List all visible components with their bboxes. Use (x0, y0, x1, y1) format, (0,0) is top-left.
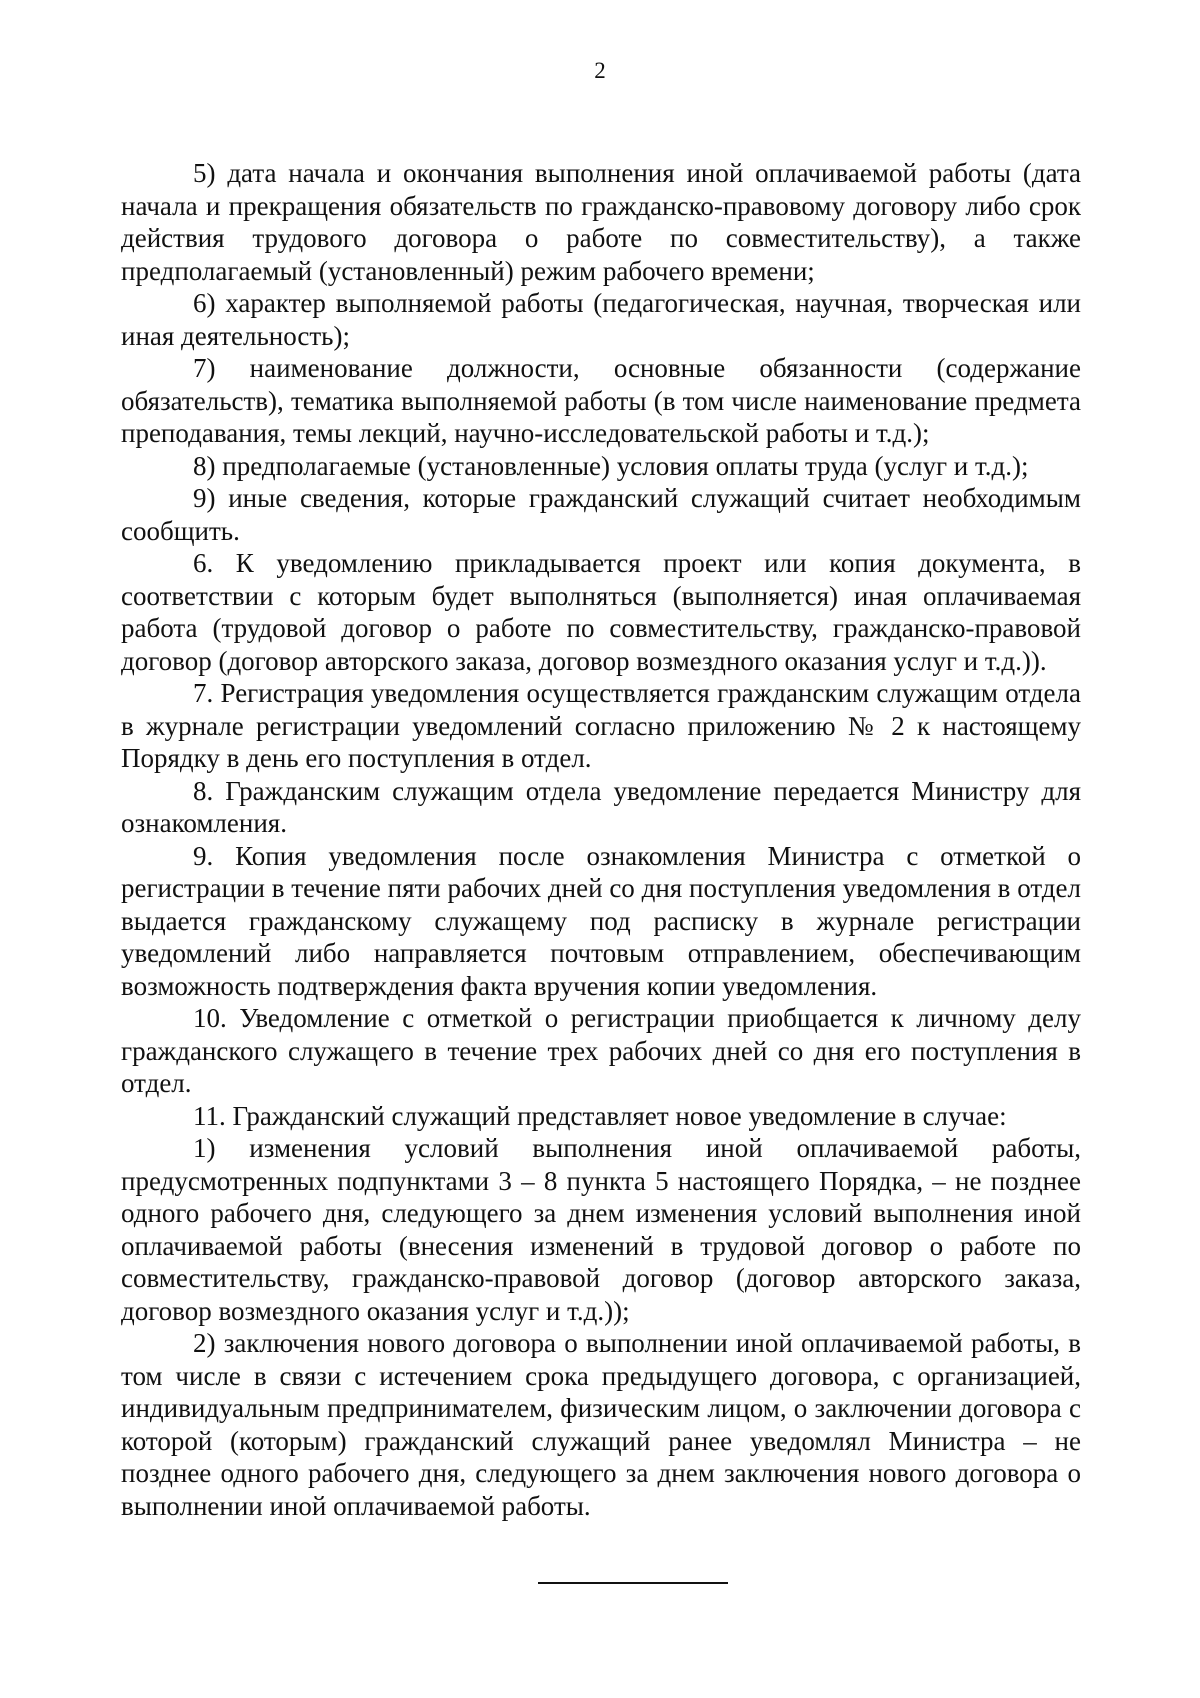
paragraph-item-8: 8) предполагаемые (установленные) условия оплаты труда (услуг и т.д.); (193, 450, 1029, 481)
document-body (121, 157, 1081, 1522)
paragraph-clause-10: 10. Уведомление с отметкой о регистрации приобщается к личному делу гражданского служащего в течение трех рабочих дней со дня его поступления в отдел. (121, 1003, 1081, 1098)
page-number: 2 (594, 58, 606, 83)
paragraph-clause-11: 11. Гражданский служащий представляет новое уведомление в случае: (193, 1100, 1007, 1131)
paragraph-clause-6: 6. К уведомлению прикладывается проект или копия документа, в соответствии с которым будет выполняться (выполняется) иная оплачиваемая работа (трудовой договор о работе по совместительству, гражданско-правовой договор (договор авторского заказа, договор возмездного оказания услуг и т.д.)). (121, 548, 1081, 676)
paragraph-item-6: 6) характер выполняемой работы (педагогическая, научная, творческая или иная деятельность); (121, 288, 1081, 351)
paragraph-clause-8: 8. Гражданским служащим отдела уведомление передается Министру для ознакомления. (121, 775, 1081, 838)
paragraph-item-9: 9) иные сведения, которые гражданский служащий считает необходимым сообщить. (121, 483, 1081, 546)
paragraph-item-5: 5) дата начала и окончания выполнения иной оплачиваемой работы (дата начала и прекращения обязательств по гражданско-правовому договору либо срок действия трудового договора о работе по совместительству), а также предполагаемый (установленный) режим рабочего времени; (121, 158, 1081, 286)
paragraph-item-7: 7) наименование должности, основные обязанности (содержание обязательств), тематика выполняемой работы (в том числе наименование предмета преподавания, темы лекций, научно-исследовательской работы и т.д.); (121, 353, 1081, 448)
end-divider (538, 1582, 728, 1584)
paragraph-clause-9: 9. Копия уведомления после ознакомления Министра с отметкой о регистрации в течение пяти рабочих дней со дня поступления уведомления в отдел выдается гражданскому служащему под расписку в журнале регистрации уведомлений либо направляется почтовым отправлением, обеспечивающим возможность подтверждения факта вручения копии уведомления. (121, 840, 1081, 1001)
paragraph-subitem-2: 2) заключения нового договора о выполнении иной оплачиваемой работы, в том числе в связи с истечением срока предыдущего договора, с организацией, индивидуальным предпринимателем, физическим лицом, о заключении договора с которой (которым) гражданский служащий ранее уведомлял Министра – не позднее одного рабочего дня, следующего за днем заключения нового договора о выполнении иной оплачиваемой работы. (121, 1328, 1081, 1521)
paragraph-clause-7: 7. Регистрация уведомления осуществляется гражданским служащим отдела в журнале регистрации уведомлений согласно приложению № 2 к настоящему Порядку в день его поступления в отдел. (121, 678, 1081, 773)
paragraph-subitem-1: 1) изменения условий выполнения иной оплачиваемой работы, предусмотренных подпунктами 3 – 8 пункта 5 настоящего Порядка, – не позднее одного рабочего дня, следующего за днем изменения условий выполнения иной оплачиваемой работы (внесения изменений в трудовой договор о работе по совместительству, гражданско-правовой договор (договор авторского заказа, договор возмездного оказания услуг и т.д.)); (121, 1133, 1081, 1326)
